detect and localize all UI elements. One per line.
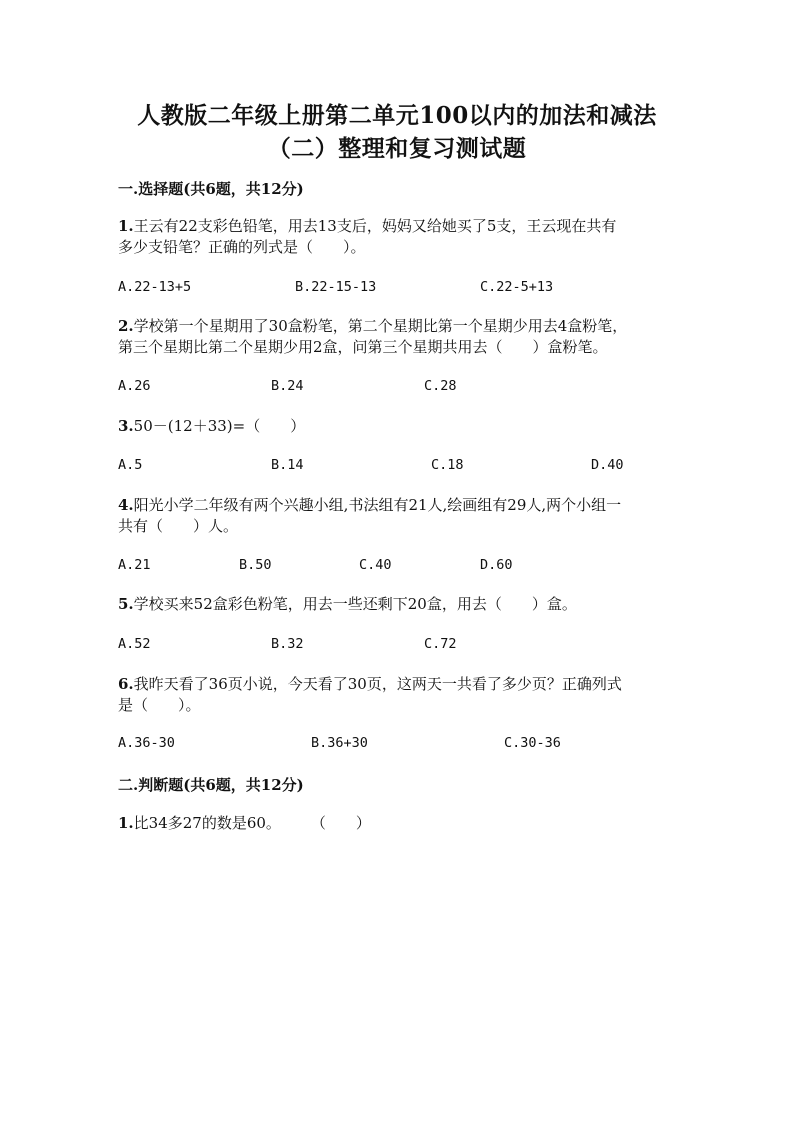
option-b[interactable]: B.50	[239, 557, 272, 573]
question-number: 1.	[118, 814, 134, 832]
question-text-line1: 50－(12＋33)=（ ）	[133, 417, 306, 435]
option-b[interactable]: B.22-15-13	[295, 279, 377, 295]
question-text-line1: 王云有22支彩色铅笔，用去13支后，妈妈又给她买了5支，王云现在共有	[133, 217, 617, 235]
section-heading-judgement: 二.判断题(共6题，共12分)	[118, 776, 304, 794]
option-c[interactable]: C.40	[359, 557, 392, 573]
section-heading-choice: 一.选择题(共6题，共12分)	[118, 180, 304, 198]
question-5	[118, 594, 678, 615]
option-c[interactable]: C.18	[431, 457, 464, 473]
option-c[interactable]: C.30-36	[504, 735, 561, 751]
option-c[interactable]: C.22-5+13	[480, 279, 554, 295]
option-b[interactable]: B.24	[271, 378, 304, 394]
option-b[interactable]: B.36+30	[311, 735, 368, 751]
page-title-line1: 人教版二年级上册第二单元100以内的加法和减法	[137, 102, 657, 129]
option-a[interactable]: A.36-30	[118, 735, 175, 751]
question-text-line2: 共有（ ）人。	[118, 517, 239, 535]
question-6	[118, 674, 678, 716]
option-a[interactable]: A.26	[118, 378, 151, 394]
question-text-line1: 我昨天看了36页小说，今天看了30页，这两天一共看了多少页？正确列式	[133, 675, 622, 693]
option-c[interactable]: C.72	[424, 636, 457, 652]
question-text-line2: 是（ ）。	[118, 696, 201, 714]
question-text-line2: 多少支铅笔？正确的列式是（ ）。	[118, 238, 366, 256]
question-number: 2.	[118, 317, 134, 335]
question-text-line2: 第三个星期比第二个星期少用2盒，问第三个星期共用去（ ）盒粉笔。	[118, 338, 608, 356]
option-a[interactable]: A.5	[118, 457, 143, 473]
question-3	[118, 416, 678, 437]
question-1	[118, 216, 678, 258]
question-number: 3.	[118, 417, 134, 435]
question-text-line1: 学校买来52盒彩色粉笔，用去一些还剩下20盒，用去（ ）盒。	[133, 595, 577, 613]
question-text-line1: 学校第一个星期用了30盒粉笔，第二个星期比第一个星期少用去4盒粉笔，	[133, 317, 628, 335]
question-number: 1.	[118, 217, 134, 235]
option-b[interactable]: B.14	[271, 457, 304, 473]
option-b[interactable]: B.32	[271, 636, 304, 652]
question-number: 6.	[118, 675, 134, 693]
option-d[interactable]: D.60	[480, 557, 513, 573]
question-2	[118, 316, 678, 358]
question-4	[118, 495, 678, 537]
option-d[interactable]: D.40	[591, 457, 624, 473]
page-title-line2: （二）整理和复习测试题	[267, 135, 527, 162]
question-text-line1: 阳光小学二年级有两个兴趣小组,书法组有21人,绘画组有29人,两个小组一	[133, 496, 622, 514]
option-a[interactable]: A.22-13+5	[118, 279, 192, 295]
question-number: 4.	[118, 496, 134, 514]
option-a[interactable]: A.21	[118, 557, 151, 573]
option-a[interactable]: A.52	[118, 636, 151, 652]
question-number: 5.	[118, 595, 134, 613]
question-text-line1: 比34多27的数是60。 （ ）	[133, 814, 371, 832]
option-c[interactable]: C.28	[424, 378, 457, 394]
judgement-question-1	[118, 813, 678, 834]
